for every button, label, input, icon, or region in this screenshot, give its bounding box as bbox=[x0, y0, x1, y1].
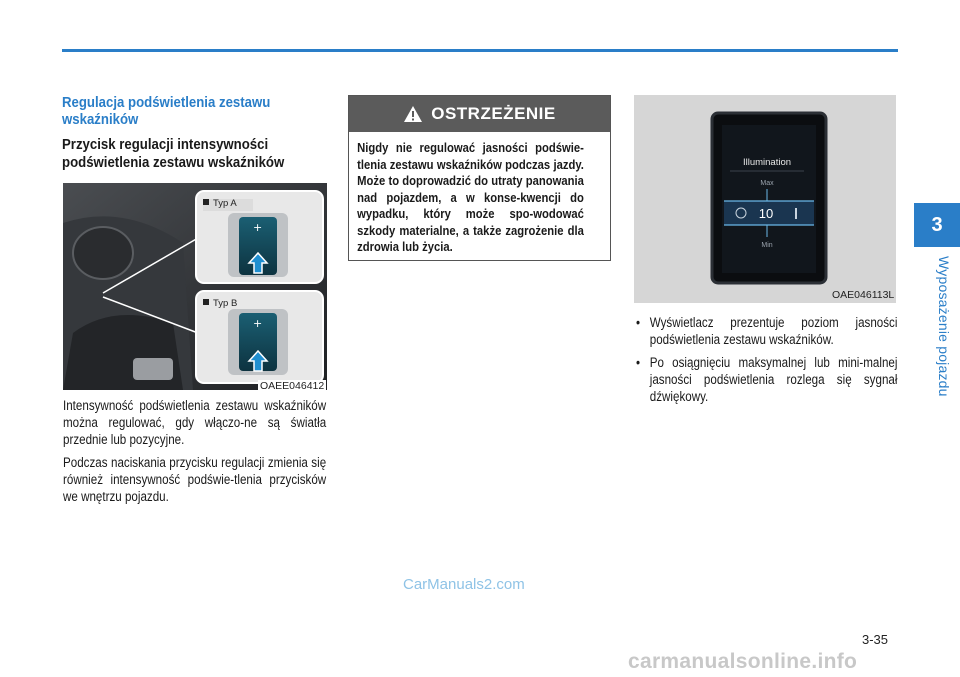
paragraph-2: Podczas naciskania przycisku regulacji zmienia się również intensywność podświe-tlenia przycisków we wnętrzu pojazdu. bbox=[63, 455, 327, 504]
screen-title: Illumination bbox=[742, 157, 792, 168]
warning-title: OSTRZEŻENIE bbox=[431, 104, 556, 123]
bullet-item: • Wyświetlacz prezentuje poziom jasności podświetlenia zestawu wskaźników. bbox=[636, 314, 897, 348]
page-number: 3-35 bbox=[862, 632, 889, 647]
chapter-number-tab bbox=[914, 203, 960, 247]
left-column bbox=[62, 94, 327, 172]
cluster-display-illustration bbox=[634, 95, 896, 303]
figure-illumination-display bbox=[634, 95, 896, 303]
screen-min-label: Min bbox=[761, 242, 773, 249]
warning-box bbox=[348, 95, 611, 261]
label-typ-a: Typ A bbox=[213, 198, 237, 209]
top-rule bbox=[62, 49, 898, 52]
bullet-item: • Po osiągnięciu maksymalnej lub mini-malnej jasności podświetlenia rozlega się sygnał dźwiękowy. bbox=[636, 354, 897, 405]
screen-max-label: Max bbox=[760, 180, 774, 187]
svg-text:+: + bbox=[253, 317, 263, 330]
warning-text: Nigdy nie regulować jasności podświe-tlenia zestawu wskaźników podczas jazdy. Może to doprowadzić do utraty panowania nad pojazdem, a w konse-kwencji do wypadku, który może spo-wodować szkody materialne, a także zagrożenie dla zdrowia lub życia. bbox=[357, 141, 584, 254]
chapter-number: 3 bbox=[931, 213, 943, 236]
footer-watermark: carmanualsonline.info bbox=[628, 650, 858, 673]
warning-triangle-icon bbox=[403, 105, 423, 123]
bullet-list bbox=[636, 314, 898, 411]
section-title: Regulacja podświetlenia zestawu wskaźników bbox=[62, 94, 271, 128]
paragraph-1: Intensywność podświetlenia zestawu wskaźników można regulować, gdy włączo-ne są światła przednie lub pozycyjne. bbox=[63, 398, 327, 447]
watermark-link[interactable]: CarManuals2.com bbox=[403, 576, 525, 593]
subsection-title: Przycisk regulacji intensywności podświetlenia zestawu wskaźników bbox=[62, 136, 285, 171]
figure-right-code: OAE046113L bbox=[832, 289, 895, 301]
dashboard-illustration bbox=[63, 183, 327, 390]
chapter-title: Wyposażenie pojazdu bbox=[936, 256, 952, 397]
label-typ-b: Typ B bbox=[213, 298, 238, 309]
svg-text:+: + bbox=[253, 221, 263, 234]
figure-left-code: OAEE046412 bbox=[260, 380, 325, 392]
figure-illumination-button bbox=[63, 183, 327, 390]
warning-header bbox=[349, 96, 610, 132]
screen-value: 10 bbox=[758, 206, 774, 221]
